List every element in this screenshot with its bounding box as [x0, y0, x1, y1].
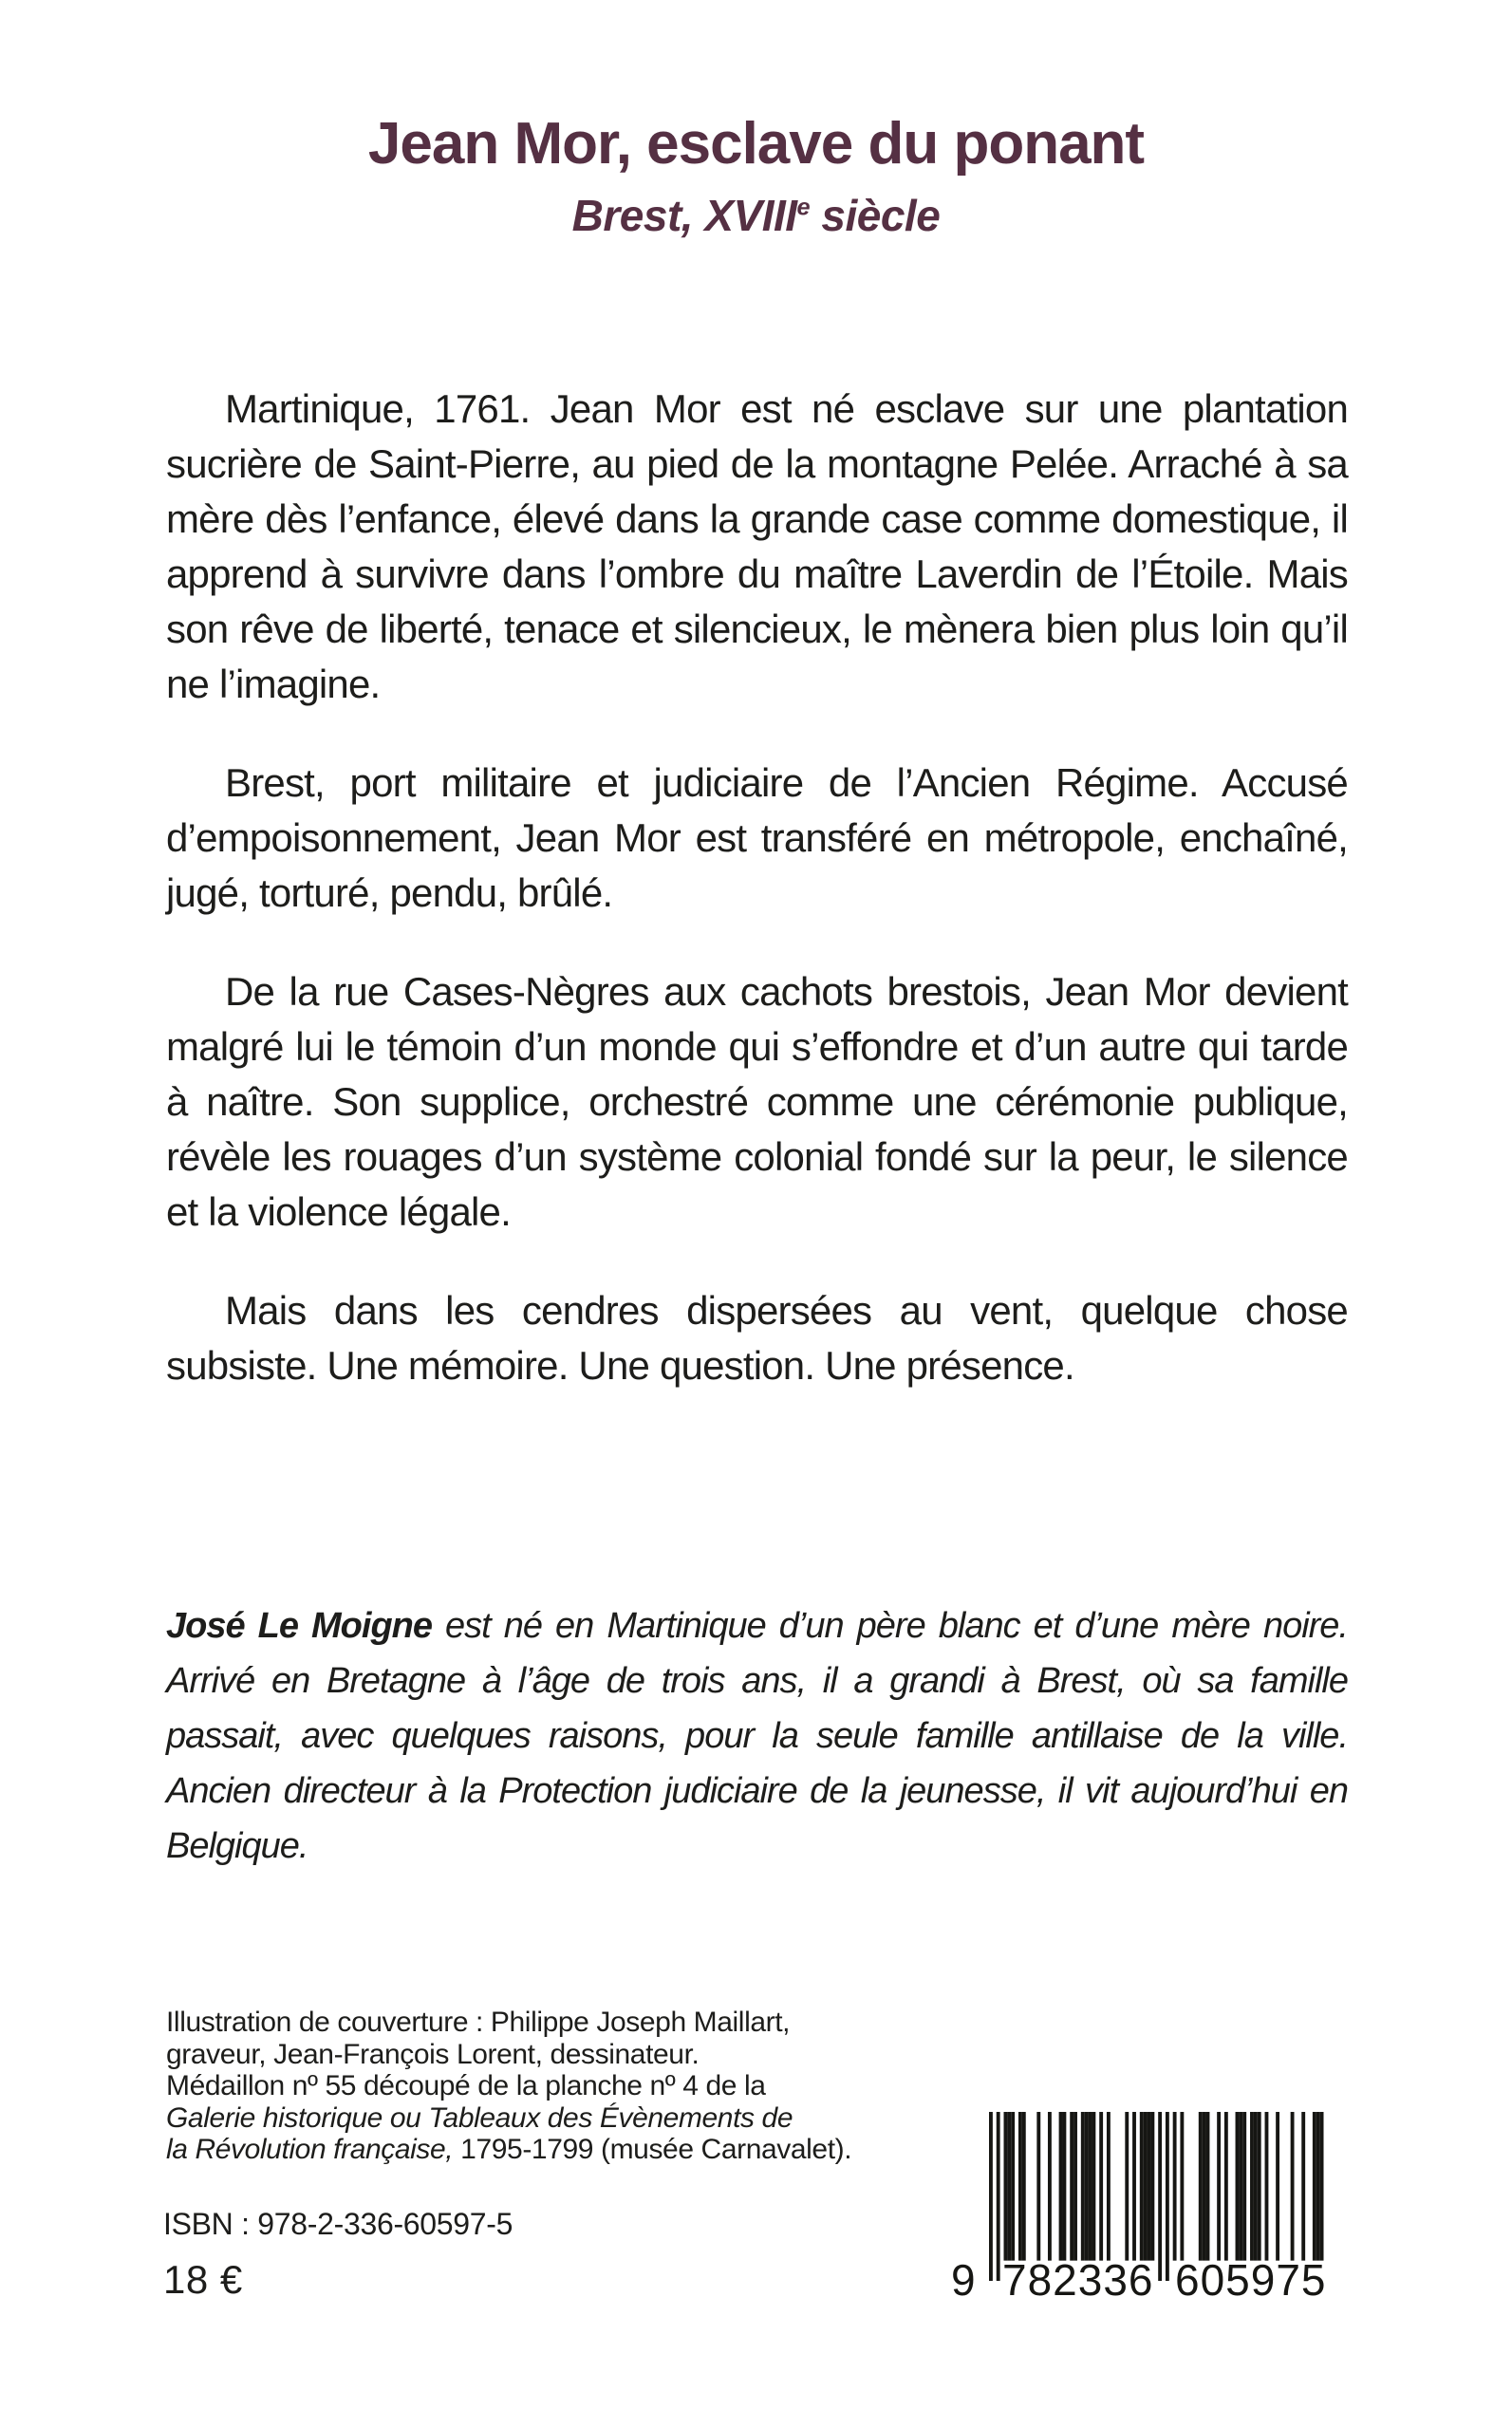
- barcode-digits-left: 782336: [1002, 2255, 1154, 2305]
- subtitle-text: Brest, XVIII: [571, 191, 797, 241]
- bio-paragraph: [166, 1598, 1348, 1874]
- credit-line-4: Galerie historique ou Tableaux des Évènements de: [166, 2101, 793, 2134]
- cover-credits: [166, 2007, 944, 2166]
- book-subtitle: [0, 190, 1512, 241]
- synopsis-paragraph-2: Brest, port militaire et judiciaire de l’Ancien Régime. Accusé d’empoisonnement, Jean Mor est transféré en métropole, enchaîné, jugé, torturé, pendu, brûlé.: [166, 760, 1348, 915]
- bio-text: est né en Martinique d’un père blanc et d’une mère noire. Arrivé en Bretagne à l’âge de trois ans, il a grandi à Brest, où sa famille passait, avec quelques raisons, pour la seule famille antillaise de la ville. Ancien directeur à la Protection judiciaire de la jeunesse, il vit aujourd’hui en Belgique.: [166, 1606, 1348, 1866]
- ean13-barcode: [951, 2112, 1342, 2311]
- credit-line-5-regular: 1795-1799 (musée Carnavalet).: [453, 2134, 852, 2165]
- synopsis-paragraph-4: Mais dans les cendres dispersées au vent, quelque chose subsiste. Une mémoire. Une question. Une présence.: [166, 1288, 1348, 1388]
- credit-line-2: graveur, Jean-François Lorent, dessinateur.: [166, 2038, 700, 2070]
- book-title: Jean Mor, esclave du ponant: [367, 111, 1145, 177]
- author-bio: [166, 1598, 1348, 1874]
- author-name: José Le Moigne: [166, 1606, 432, 1646]
- title-block: [0, 112, 1512, 241]
- barcode-digit-leading: 9: [951, 2255, 977, 2305]
- credit-line-5: [166, 2134, 944, 2166]
- credit-line-1: Illustration de couverture : Philippe Joseph Maillart,: [166, 2007, 791, 2038]
- credit-line-5-italic: la Révolution française,: [166, 2134, 454, 2165]
- synopsis: [166, 382, 1348, 1393]
- synopsis-paragraph-3: De la rue Cases-Nègres aux cachots brestois, Jean Mor devient malgré lui le témoin d’un monde qui s’effondre et d’un autre qui tarde à naître. Son supplice, orchestré comme une cérémonie publique, révèle les rouages d’un système colonial fondé sur la peur, le silence et la violence légale.: [166, 969, 1348, 1234]
- isbn: ISBN : 978-2-336-60597-5: [163, 2207, 513, 2241]
- barcode-digits-right: 605975: [1175, 2255, 1327, 2305]
- price: 18 €: [163, 2257, 243, 2302]
- subtitle-text-end: siècle: [810, 191, 941, 241]
- synopsis-paragraph-1: Martinique, 1761. Jean Mor est né esclave sur une plantation sucrière de Saint-Pierre, au pied de la montagne Pelée. Arraché à sa mère dès l’enfance, élevé dans la grande case comme domestique, il apprend à survivre dans l’ombre du maître Laverdin de l’Étoile. Mais son rêve de liberté, tenace et silencieux, le mènera bien plus loin qu’il ne l’imagine.: [166, 386, 1348, 706]
- credit-line-3: Médaillon nº 55 découpé de la planche nº 4 de la: [166, 2070, 766, 2101]
- subtitle-superscript: e: [796, 194, 811, 221]
